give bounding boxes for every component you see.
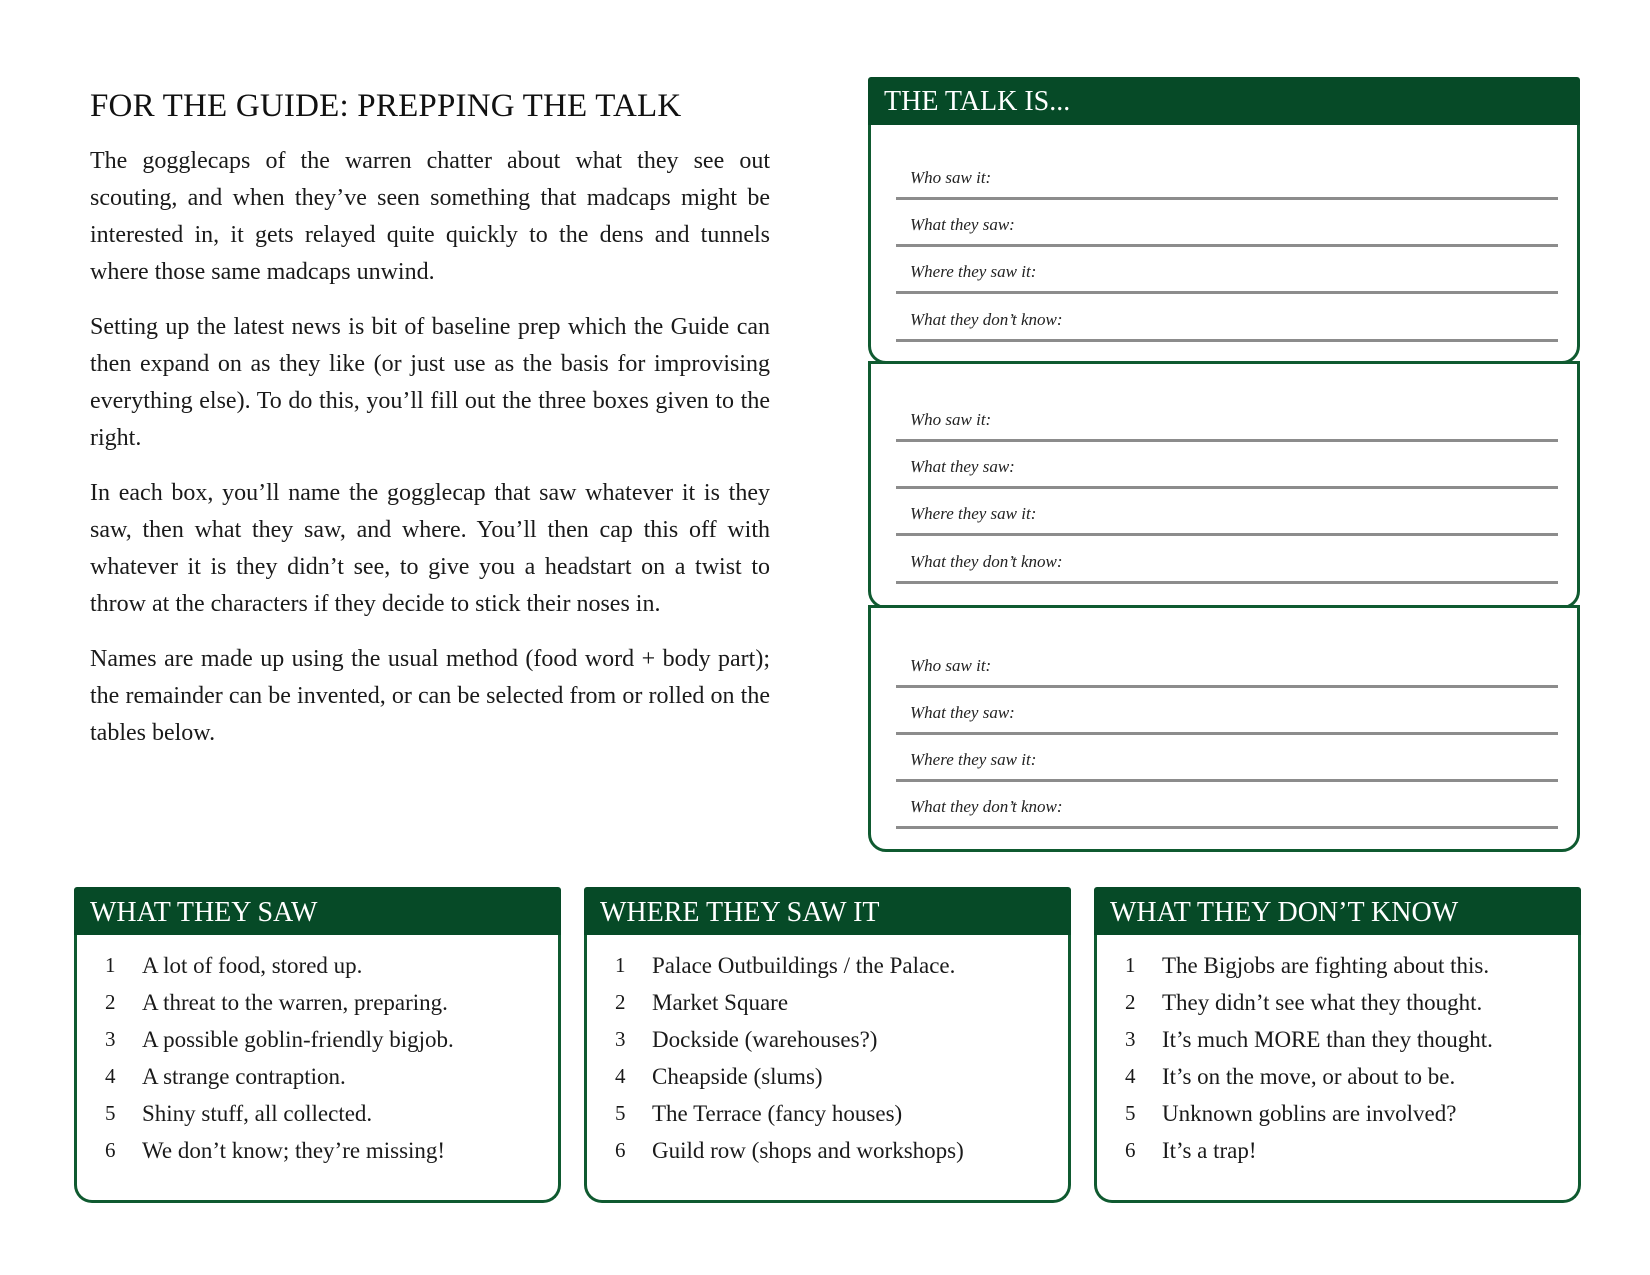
row-number: 1	[1125, 953, 1136, 977]
intro-paragraph-1: The gogglecaps of the warren chatter about what they see out scouting, and when they’ve seen something that madcaps might be interested in, it gets relayed quite quickly to the dens and tunnels where those same madcaps unwind.	[90, 148, 770, 285]
row-text: The Bigjobs are fighting about this.	[1162, 953, 1490, 978]
table-row	[77, 953, 564, 990]
row-number: 4	[105, 1064, 116, 1088]
intro-paragraph-3: In each box, you’ll name the gogglecap that saw whatever it is they saw, then what they saw, and where. You’ll then cap this off with whatever it is they didn’t see, to give you a headstart on a twist to throw at the characters if they decide to stick their noses in.	[90, 480, 770, 617]
table-body	[1094, 933, 1581, 1203]
who-saw-field[interactable]	[896, 156, 1558, 200]
intro-paragraph-4: Names are made up using the usual method (food word + body part); the remainder can be invented, or can be selected from or rolled on the tables below.	[90, 646, 770, 746]
row-text: It’s a trap!	[1162, 1138, 1257, 1163]
what-saw-label: What they saw:	[910, 215, 1015, 234]
row-number: 3	[1125, 1027, 1136, 1051]
talk-box-1	[868, 121, 1580, 364]
who-saw-label: Who saw it:	[910, 656, 992, 675]
who-saw-label: Who saw it:	[910, 168, 992, 187]
intro-column	[90, 88, 770, 770]
row-number: 4	[615, 1064, 626, 1088]
what-saw-label: What they saw:	[910, 457, 1015, 476]
table-row	[587, 990, 1074, 1027]
table-header: WHAT THEY DON’T KNOW	[1094, 887, 1581, 935]
what-saw-label: What they saw:	[910, 703, 1015, 722]
table-row	[77, 1101, 564, 1138]
what-saw-field[interactable]	[896, 688, 1558, 735]
row-number: 3	[105, 1027, 116, 1051]
row-text: Dockside (warehouses?)	[652, 1027, 878, 1052]
row-text: A lot of food, stored up.	[142, 953, 363, 978]
dont-know-label: What they don’t know:	[910, 552, 1063, 571]
row-number: 6	[1125, 1138, 1136, 1162]
dont-know-label: What they don’t know:	[910, 310, 1063, 329]
row-text: Palace Outbuildings / the Palace.	[652, 953, 956, 978]
where-saw-label: Where they saw it:	[910, 750, 1037, 769]
row-number: 5	[615, 1101, 626, 1125]
where-saw-field[interactable]	[896, 489, 1558, 536]
row-text: Shiny stuff, all collected.	[142, 1101, 373, 1126]
row-number: 1	[105, 953, 116, 977]
who-saw-field[interactable]	[896, 643, 1558, 688]
table-row	[77, 1064, 564, 1101]
row-number: 5	[105, 1101, 116, 1125]
table-row	[587, 1064, 1074, 1101]
what-saw-field[interactable]	[896, 200, 1558, 247]
row-text: The Terrace (fancy houses)	[652, 1101, 903, 1126]
table-row	[1097, 953, 1584, 990]
where-saw-field[interactable]	[896, 247, 1558, 294]
talk-header: THE TALK IS...	[868, 77, 1580, 125]
table-row	[77, 990, 564, 1027]
intro-paragraph-2: Setting up the latest news is bit of baseline prep which the Guide can then expand on as they like (or just use as the basis for improvising everything else). To do this, you’ll fill out the three boxes given to the right.	[90, 314, 770, 451]
talk-box-2	[868, 361, 1580, 609]
row-text: A threat to the warren, preparing.	[142, 990, 448, 1015]
table-what-they-dont-know	[1094, 887, 1581, 1203]
where-saw-label: Where they saw it:	[910, 262, 1037, 281]
row-number: 6	[615, 1138, 626, 1162]
table-where-they-saw-it	[584, 887, 1071, 1203]
table-header: WHERE THEY SAW IT	[584, 887, 1071, 935]
row-number: 1	[615, 953, 626, 977]
row-number: 2	[105, 990, 116, 1014]
table-body	[584, 933, 1071, 1203]
dont-know-field[interactable]	[896, 294, 1558, 342]
row-number: 5	[1125, 1101, 1136, 1125]
row-text: A strange contraption.	[142, 1064, 346, 1089]
talk-box-3	[868, 605, 1580, 852]
row-text: Unknown goblins are involved?	[1162, 1101, 1457, 1126]
table-body	[74, 933, 561, 1203]
row-text: Guild row (shops and workshops)	[652, 1138, 964, 1163]
row-text: A possible goblin-friendly bigjob.	[142, 1027, 454, 1052]
table-row	[77, 1027, 564, 1064]
page-title: FOR THE GUIDE: PREPPING THE TALK	[90, 88, 682, 124]
talk-panel	[868, 77, 1580, 852]
who-saw-field[interactable]	[896, 398, 1558, 442]
who-saw-label: Who saw it:	[910, 410, 992, 429]
row-number: 3	[615, 1027, 626, 1051]
row-text: We don’t know; they’re missing!	[142, 1138, 446, 1163]
table-row	[1097, 1027, 1584, 1064]
row-text: Market Square	[652, 990, 789, 1015]
table-row	[587, 953, 1074, 990]
row-number: 2	[615, 990, 626, 1014]
where-saw-field[interactable]	[896, 735, 1558, 782]
table-row	[1097, 1064, 1584, 1101]
table-row	[77, 1138, 564, 1175]
table-row	[587, 1101, 1074, 1138]
table-what-they-saw	[74, 887, 561, 1203]
table-row	[1097, 1138, 1584, 1175]
row-text: It’s on the move, or about to be.	[1162, 1064, 1456, 1089]
table-row	[587, 1138, 1074, 1175]
row-text: Cheapside (slums)	[652, 1064, 823, 1089]
table-row	[1097, 1101, 1584, 1138]
table-header: WHAT THEY SAW	[74, 887, 561, 935]
table-row	[587, 1027, 1074, 1064]
where-saw-label: Where they saw it:	[910, 504, 1037, 523]
table-row	[1097, 990, 1584, 1027]
row-text: It’s much MORE than they thought.	[1162, 1027, 1493, 1052]
row-number: 6	[105, 1138, 116, 1162]
dont-know-label: What they don’t know:	[910, 797, 1063, 816]
row-number: 2	[1125, 990, 1136, 1014]
dont-know-field[interactable]	[896, 536, 1558, 584]
dont-know-field[interactable]	[896, 782, 1558, 829]
what-saw-field[interactable]	[896, 442, 1558, 489]
row-number: 4	[1125, 1064, 1136, 1088]
row-text: They didn’t see what they thought.	[1162, 990, 1483, 1015]
